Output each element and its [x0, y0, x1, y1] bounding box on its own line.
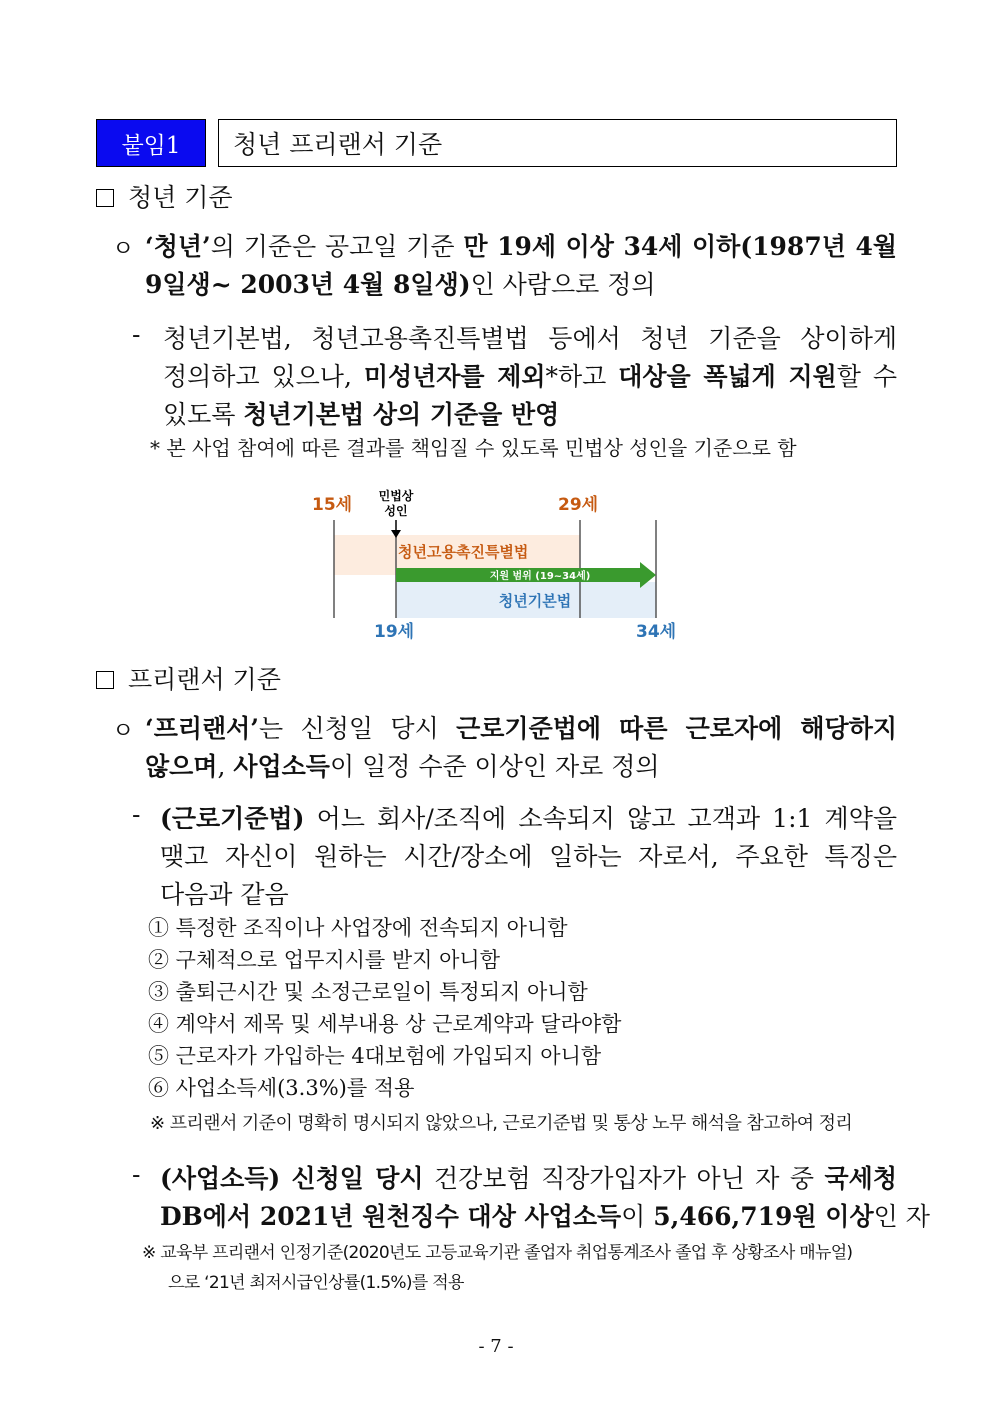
freelancer-definition-line2: 않으며, 사업소득이 일정 수준 이상인 자로 정의 — [145, 752, 660, 781]
freelancer-heading-text: 프리랜서 기준 — [128, 665, 281, 694]
list-item: ① 특정한 조직이나 사업장에 전속되지 아니함 — [148, 916, 568, 940]
youth-law-line2: 정의하고 있으나, 미성년자를 제외*하고 대상을 폭넓게 지원할 수 — [163, 362, 897, 391]
list-item: ④ 계약서 제목 및 세부내용 상 근로계약과 달라야함 — [148, 1012, 622, 1036]
feature-list — [148, 912, 621, 1104]
civil-adult-label-line1: 민법상 — [378, 489, 414, 503]
list-item: ⑥ 사업소득세(3.3%)를 적용 — [148, 1076, 415, 1100]
youth-definition — [145, 228, 897, 304]
labor-law-footnote: ※ 프리랜서 기준이 명확히 명시되지 않았으나, 근로기준법 및 통상 노무 해석을 참고하여 정리 — [150, 1113, 853, 1134]
bullet-circle-icon: ㅇ — [112, 718, 135, 744]
business-income-line1: (사업소득) 신청일 당시 건강보험 직장가입자가 아닌 자 중 국세청 — [160, 1164, 897, 1193]
youth-law-line1: 청년기본법, 청년고용촉진특별법 등에서 청년 기준을 상이하게 — [163, 324, 897, 353]
youth-section-heading — [96, 178, 233, 214]
bullet-circle-icon: ㅇ — [112, 236, 135, 262]
dash-mark: - — [132, 320, 141, 349]
freelancer-section-heading — [96, 660, 281, 696]
youth-definition-line2: 9일생~ 2003년 4월 8일생)인 사람으로 정의 — [145, 270, 656, 299]
youth-law-note — [163, 320, 897, 434]
labor-law-line1: (근로기준법) 어느 회사/조직에 소속되지 않고 고객과 1:1 계약을 — [160, 804, 897, 833]
labor-law-line2: 맺고 자신이 원하는 시간/장소에 일하는 자로서, 주요한 특징은 — [160, 842, 897, 871]
dash-mark: - — [132, 800, 141, 829]
employment-law-label: 청년고용촉진특별법 — [398, 543, 529, 561]
freelancer-definition-line1: ‘프리랜서’는 신청일 당시 근로기준법에 따른 근로자에 해당하지 — [145, 714, 897, 743]
checkbox-square-icon — [96, 671, 114, 689]
youth-definition-line1: ‘청년’의 기준은 공고일 기준 만 19세 이상 34세 이하(1987년 4월 — [145, 232, 897, 261]
business-income-footnote-line2: 으로 ‘21년 최저시급인상률(1.5%)를 적용 — [168, 1273, 464, 1293]
page-title: 청년 프리랜서 기준 — [218, 119, 897, 167]
page-number: - 7 - — [478, 1336, 514, 1357]
list-item: ⑤ 근로자가 가입하는 4대보험에 가입되지 아니함 — [148, 1044, 602, 1068]
age-range-diagram — [300, 480, 700, 650]
basic-law-label: 청년기본법 — [498, 592, 572, 610]
youth-footnote: * 본 사업 참여에 따른 결과를 책임질 수 있도록 민법상 성인을 기준으로 함 — [150, 436, 797, 460]
dash-mark: - — [132, 1160, 141, 1189]
youth-law-line3: 있도록 청년기본법 상의 기준을 반영 — [163, 400, 560, 429]
business-income-line2: DB에서 2021년 원천징수 대상 사업소득이 5,466,719원 이상인 자 — [160, 1202, 930, 1231]
list-item: ② 구체적으로 업무지시를 받지 아니함 — [148, 948, 500, 972]
age15-label: 15세 — [312, 495, 353, 515]
labor-law-criteria — [160, 800, 897, 914]
list-item: ③ 출퇴근시간 및 소정근로일이 특정되지 아니함 — [148, 980, 588, 1004]
freelancer-definition — [145, 710, 897, 786]
age29-label: 29세 — [558, 495, 599, 515]
checkbox-square-icon — [96, 189, 114, 207]
youth-heading-text: 청년 기준 — [128, 183, 233, 212]
business-income-footnote — [142, 1238, 902, 1298]
business-income-criteria — [160, 1160, 930, 1236]
civil-adult-label-line2: 성인 — [384, 504, 408, 518]
business-income-footnote-line1: ※ 교육부 프리랜서 인정기준(2020년도 고등교육기관 졸업자 취업통계조사 졸업 후 상황조사 매뉴얼) — [142, 1243, 853, 1263]
attachment-tag: 붙임1 — [96, 119, 206, 167]
age19-label: 19세 — [374, 622, 415, 642]
labor-law-line3: 다음과 같음 — [160, 880, 289, 909]
support-range-label: 지원 범위 (19~34세) — [489, 571, 591, 582]
age34-label: 34세 — [636, 622, 677, 642]
